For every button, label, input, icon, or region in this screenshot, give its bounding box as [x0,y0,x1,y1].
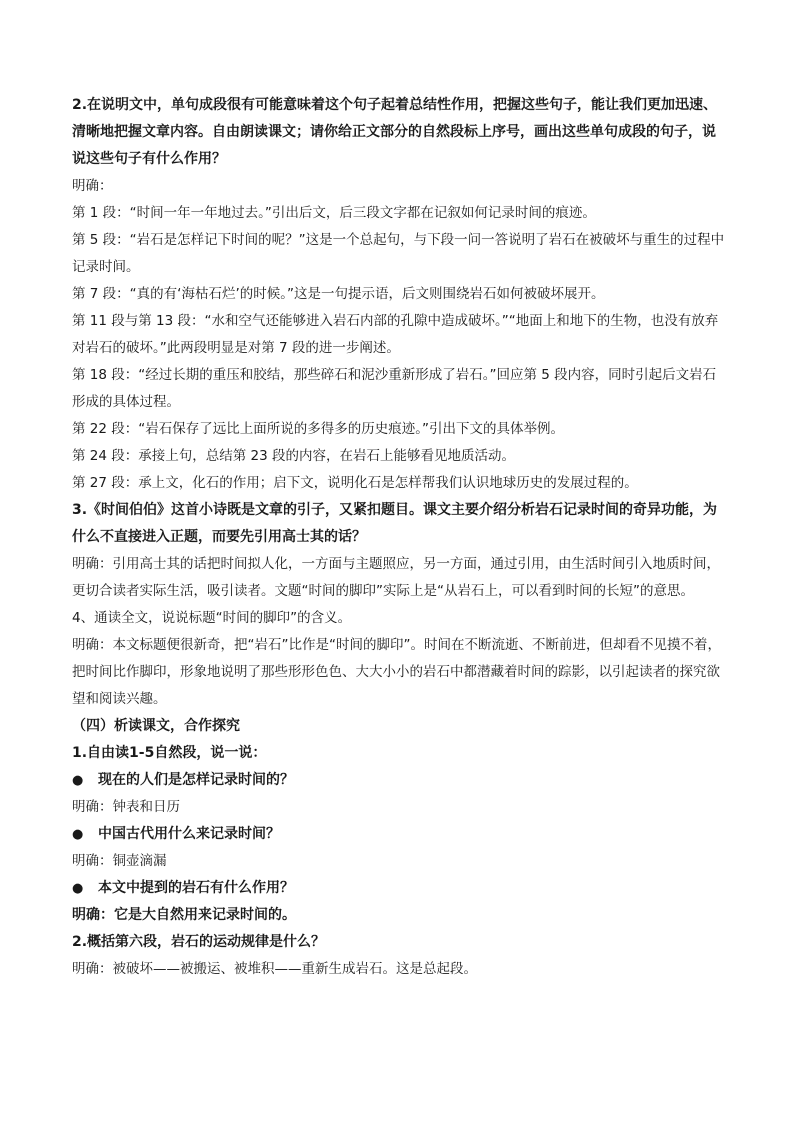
bullet-answer: 明确：钟表和日历 [72,799,180,815]
paragraph-11-13-note: 第 11 段与第 13 段：“水和空气还能够进入岩石内部的孔隙中造成破坏。”“地面上和地下的生物，也没有放弃对岩石的破坏。”此两段明显是对第 7 段的进一步阐述。 [72,313,719,356]
bullet-answer: 明确：它是大自然用来记录时间的。 [72,907,296,923]
bullet-dot-icon: ● [72,827,84,842]
question-3-title: 3.《时间伯伯》这首小诗既是文章的引子，又紧扣题目。课文主要介绍分析岩石记录时间的奇异功能，为什么不直接进入正题，而要先引用高士其的话？ [72,502,718,545]
paragraph-18-note: 第 18 段：“经过长期的重压和胶结，那些碎石和泥沙重新形成了岩石。”回应第 5 段内容，同时引起后文岩石形成的具体过程。 [72,367,717,410]
bullet-dot-icon: ● [72,881,84,896]
bullet-question: 本文中提到的岩石有什么作用？ [98,880,294,896]
subsection-2-answer: 明确：被破坏——被搬运、被堆积——重新生成岩石。这是总起段。 [72,961,477,977]
paragraph-5-note: 第 5 段：“岩石是怎样记下时间的呢？”这是一个总起句，与下段一问一答说明了岩石在被破坏与重生的过程中记录时间。 [72,232,725,275]
question-3-answer: 明确：引用高士其的话把时间拟人化，一方面与主题照应，另一方面，通过引用，由生活时间引入地质时间，更切合读者实际生活，吸引读者。文题“时间的脚印”实际上是“从岩石上，可以看到时间的长短”的意思。 [72,556,720,599]
paragraph-1-note: 第 1 段：“时间一年一年地过去。”引出后文，后三段文字都在记叙如何记录时间的痕迹。 [72,205,596,221]
bullet-question: 现在的人们是怎样记录时间的？ [98,772,294,788]
paragraph-22-note: 第 22 段：“岩石保存了远比上面所说的多得多的历史痕迹。”引出下文的具体举例。 [72,421,564,437]
bullet-item [72,875,728,902]
question-4-title: 4、通读全文，说说标题“时间的脚印”的含义。 [72,610,352,626]
bullet-item [72,767,728,794]
paragraph-7-note: 第 7 段：“真的有‘海枯石烂’的时候。”这是一句提示语，后文则围绕岩石如何被破坏展开。 [72,286,605,302]
paragraph-27-note: 第 27 段：承上文，化石的作用；启下文，说明化石是怎样帮我们认识地球历史的发展过程的。 [72,475,638,491]
bullet-question: 中国古代用什么来记录时间？ [98,826,280,842]
section-4-heading: （四）析读课文，合作探究 [72,718,240,734]
question-2-title: 2.在说明文中，单句成段很有可能意味着这个句子起着总结性作用，把握这些句子，能让我们更加迅速、清晰地把握文章内容。自由朗读课文；请你给正文部分的自然段标上序号，画出这些单句成段的句子，说说这些句子有什么作用？ [72,97,718,167]
document-page [72,92,728,983]
bullet-dot-icon: ● [72,773,84,788]
bullet-answer: 明确：铜壶滴漏 [72,853,167,869]
paragraph-24-note: 第 24 段：承接上句，总结第 23 段的内容，在岩石上能够看见地质活动。 [72,448,516,464]
bullet-item [72,821,728,848]
answer-label: 明确： [72,178,113,194]
subsection-2-title: 2.概括第六段，岩石的运动规律是什么？ [72,934,326,950]
subsection-1-title: 1.自由读1-5自然段，说一说： [72,745,267,761]
question-4-answer: 明确：本文标题便很新奇，把“岩石”比作是“时间的脚印”。时间在不断流逝、不断前进，但却看不见摸不着，把时间比作脚印，形象地说明了那些形形色色、大大小小的岩石中都潜藏着时间的踪影，以引起读者的探究欲望和阅读兴趣。 [72,637,721,707]
